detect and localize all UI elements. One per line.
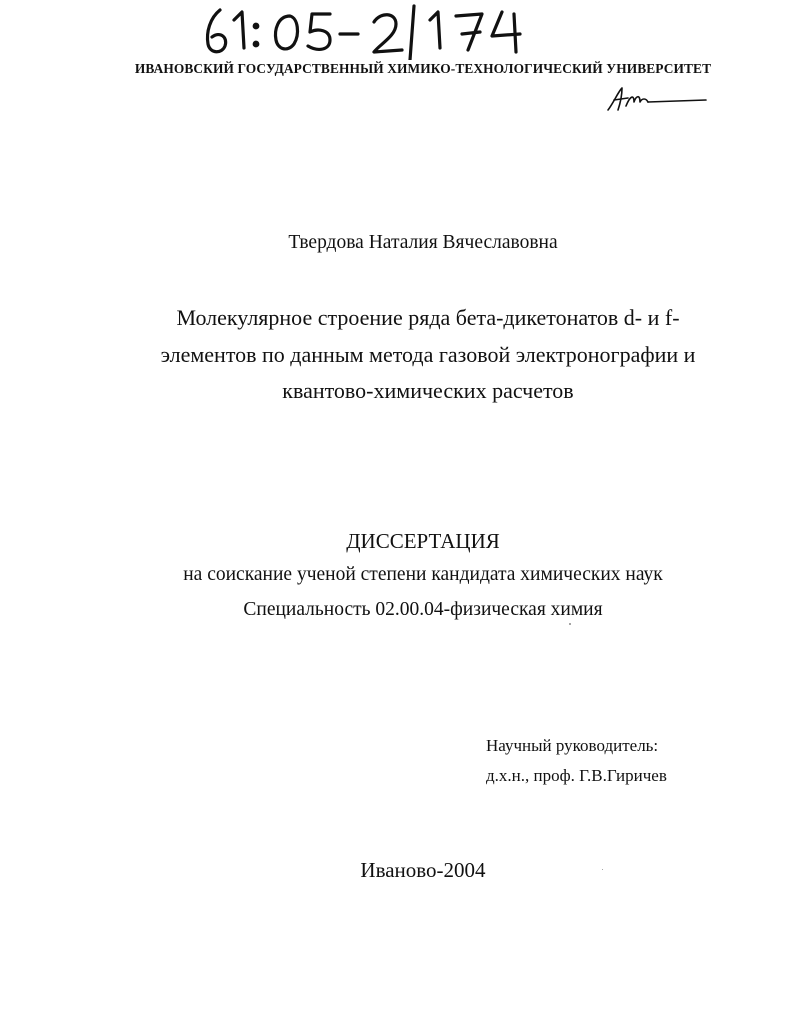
title-line: элементов по данным метода газовой электронографии и — [160, 341, 696, 367]
document-type: ДИССЕРТАЦИЯ — [346, 529, 500, 553]
title-line: квантово-химических расчетов — [282, 378, 574, 403]
scan-speck — [569, 623, 571, 625]
handwritten-archive-number — [198, 4, 538, 60]
author-name: Твердова Наталия Вячеславовна — [288, 232, 558, 253]
dissertation-title — [90, 300, 766, 410]
specialty-line: Специальность 02.00.04-физическая химия — [243, 599, 603, 620]
city-year: Иваново-2004 — [360, 858, 486, 882]
signature-strokes — [604, 84, 708, 114]
supervisor-label: Научный руководитель: — [486, 736, 659, 755]
scan-speck — [602, 869, 603, 870]
title-line: Молекулярное строение ряда бета-дикетонатов d- и f- — [176, 305, 680, 330]
degree-line: на соискание ученой степени кандидата химических наук — [183, 564, 663, 585]
handwritten-number-strokes — [198, 4, 538, 60]
signature-icon — [604, 84, 708, 114]
supervisor-name: д.х.н., проф. Г.В.Гиричев — [486, 766, 667, 785]
university-name: ИВАНОВСКИЙ ГОСУДАРСТВЕННЫЙ ХИМИКО-ТЕХНОЛОГИЧЕСКИЙ УНИВЕРСИТЕТ — [134, 61, 712, 76]
